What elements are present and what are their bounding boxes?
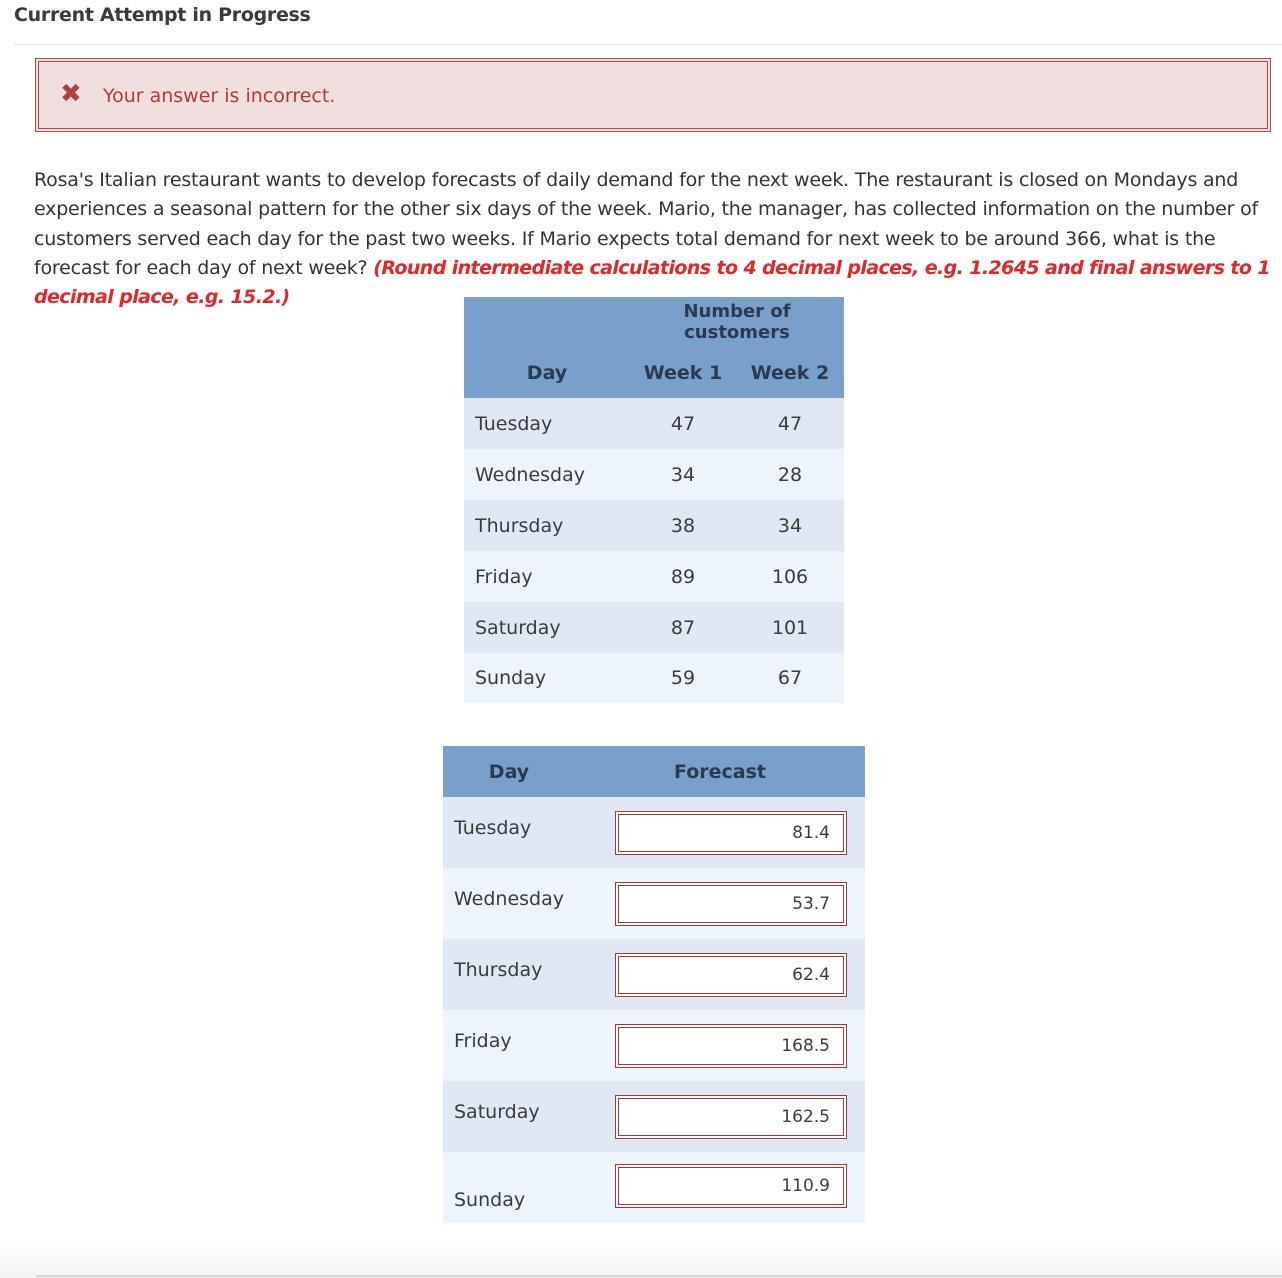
forecast-cell	[575, 1152, 865, 1223]
alert-message: Your answer is incorrect.	[103, 85, 336, 107]
header-divider	[14, 44, 1282, 45]
week2-cell: 28	[777, 463, 803, 486]
blank-header	[464, 297, 630, 347]
col-day: Day	[526, 361, 568, 384]
day-cell: Friday	[475, 565, 533, 588]
week2-cell: 106	[771, 565, 809, 588]
table-row	[443, 868, 865, 939]
table-row	[443, 1152, 865, 1223]
forecast-table	[443, 746, 865, 1223]
forecast-input[interactable]: 81.4	[615, 811, 847, 855]
week2-cell: 67	[777, 667, 803, 689]
table-row	[464, 551, 844, 602]
week1-cell: 34	[670, 463, 696, 486]
table-row	[443, 1081, 865, 1152]
week2-cell: 47	[777, 412, 803, 435]
week1-cell: 38	[670, 514, 696, 537]
day-cell: Sunday	[454, 1189, 526, 1211]
footer-shade	[0, 1240, 1282, 1278]
forecast-input[interactable]: 53.7	[615, 882, 847, 926]
day-cell: Thursday	[475, 514, 564, 537]
table-row	[464, 653, 844, 703]
table-row	[443, 1010, 865, 1081]
forecast-cell	[575, 868, 865, 939]
rounding-hint: (Round intermediate calculations to 4 decimal places, e.g. 1.2645 and final answers to 1 decimal place, e.g. 15.2.)	[34, 256, 1270, 309]
footer-divider	[36, 1275, 1282, 1277]
col-week2: Week 2	[750, 361, 830, 384]
day-cell: Tuesday	[454, 817, 532, 839]
incorrect-answer-alert	[35, 58, 1271, 132]
day-cell: Saturday	[454, 1101, 540, 1123]
forecast-input[interactable]: 62.4	[615, 953, 847, 997]
day-cell: Wednesday	[454, 888, 565, 910]
week1-cell: 87	[670, 616, 696, 639]
col-day: Day	[488, 760, 530, 783]
forecast-cell	[575, 797, 865, 868]
table-row	[464, 602, 844, 653]
day-cell: Saturday	[475, 616, 561, 639]
table-row	[464, 500, 844, 551]
x-icon: ✖	[60, 79, 82, 109]
day-cell: Friday	[454, 1030, 512, 1052]
week1-cell: 47	[670, 412, 696, 435]
forecast-cell	[575, 1010, 865, 1081]
col-week1: Week 1	[643, 361, 723, 384]
day-cell: Sunday	[475, 667, 547, 689]
table-row	[464, 398, 844, 449]
question-text	[34, 166, 1274, 312]
forecast-input[interactable]: 168.5	[615, 1024, 847, 1068]
forecast-cell	[575, 1081, 865, 1152]
forecast-input[interactable]: 162.5	[615, 1095, 847, 1139]
customers-table	[464, 297, 844, 703]
week1-cell: 89	[670, 565, 696, 588]
day-cell: Wednesday	[475, 463, 586, 486]
forecast-input[interactable]: 110.9	[615, 1164, 847, 1208]
week2-cell: 34	[777, 514, 803, 537]
week1-cell: 59	[670, 667, 696, 689]
group-header: Number of customers	[683, 301, 791, 343]
week2-cell: 101	[771, 616, 809, 639]
col-forecast: Forecast	[674, 760, 766, 783]
day-cell: Thursday	[454, 959, 543, 981]
day-cell: Tuesday	[475, 412, 553, 435]
table-row	[443, 797, 865, 868]
table-row	[464, 449, 844, 500]
question-body: Rosa's Italian restaurant wants to develop forecasts of daily demand for the next week. The restaurant is closed on Mondays and experiences a seasonal pattern for the other six days of the week. Mario, the manager, has collected information on the number of customers served each day for the past two weeks. If Mario expects total demand for next week to be around 366, what is the forecast for each day of next week?	[34, 169, 1258, 279]
table-row	[443, 939, 865, 1010]
page-title: Current Attempt in Progress	[14, 4, 311, 26]
forecast-cell	[575, 939, 865, 1010]
